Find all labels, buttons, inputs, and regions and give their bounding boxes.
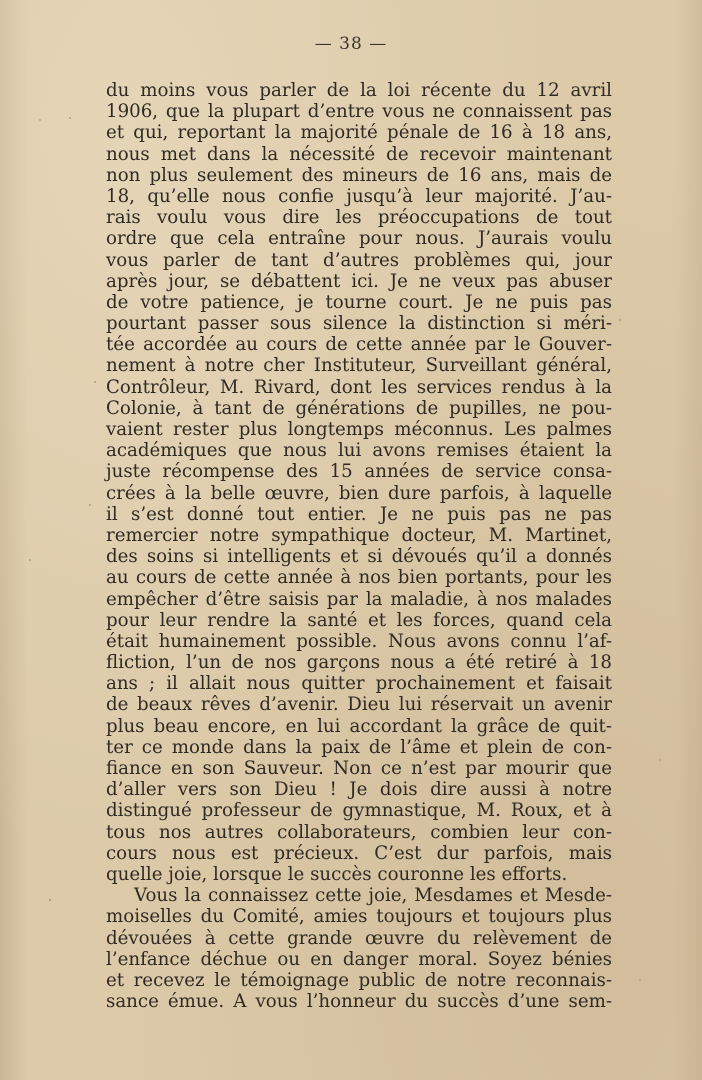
paragraph-end-line: quelle joie, lorsque le succès couronne les efforts. xyxy=(106,863,568,885)
text-line: ans ; il allait nous quitter prochainement et faisait xyxy=(106,673,612,695)
text-line: 1906, que la plupart d’entre vous ne connaissent pas xyxy=(106,101,612,123)
paragraph-start-line: Vous la connaissez cette joie, Mesdames et Mesde- xyxy=(134,885,612,907)
text-line: il s’est donné tout entier. Je ne puis pas ne pas xyxy=(106,503,612,525)
text-line: vous parler de tant d’autres problèmes qui, jour xyxy=(106,249,612,271)
text-line: moiselles du Comité, amies toujours et toujours plus xyxy=(106,906,612,928)
text-line: fliction, l’un de nos garçons nous a été retiré à 18 xyxy=(106,652,612,674)
text-line: ter ce monde dans la paix de l’âme et plein de con- xyxy=(106,736,612,758)
text-line: Contrôleur, M. Rivard, dont les services rendus à la xyxy=(106,376,612,398)
text-line: nous met dans la nécessité de recevoir maintenant xyxy=(106,143,612,165)
text-line: non plus seulement des mineurs de 16 ans, mais de xyxy=(106,164,612,186)
page-number: — 38 — xyxy=(314,34,388,54)
text-line: ordre que cela entraîne pour nous. J’aurais voulu xyxy=(106,228,612,250)
text-line: du moins vous parler de la loi récente du 12 avril xyxy=(106,80,612,101)
text-line: Colonie, à tant de générations de pupilles, ne pou- xyxy=(106,397,612,419)
text-line: d’aller vers son Dieu ! Je dois dire aussi à notre xyxy=(106,779,612,801)
text-line: tous nos autres collaborateurs, combien leur con- xyxy=(106,821,612,843)
text-line: distingué professeur de gymnastique, M. Roux, et à xyxy=(106,800,612,822)
text-line: l’enfance déchue ou en danger moral. Soyez bénies xyxy=(106,948,612,970)
text-line: dévouées à cette grande œuvre du relèvement de xyxy=(106,927,612,949)
text-line: 18, qu’elle nous confie jusqu’à leur majorité. J’au- xyxy=(106,185,612,207)
text-line: après jour, se débattent ici. Je ne veux pas abuser xyxy=(106,270,612,292)
text-line: et qui, reportant la majorité pénale de 16 à 18 ans, xyxy=(106,122,612,144)
text-line: plus beau encore, en lui accordant la grâce de quit- xyxy=(106,715,612,737)
text-line: académiques que nous lui avons remises étaient la xyxy=(106,440,612,462)
text-line: remercier notre sympathique docteur, M. Martinet, xyxy=(106,524,612,546)
text-line: de beaux rêves d’avenir. Dieu lui réservait un avenir xyxy=(106,694,612,716)
text-line: tée accordée au cours de cette année par le Gouver- xyxy=(106,334,612,356)
text-line: des soins si intelligents et si dévoués qu’il a donnés xyxy=(106,546,612,568)
text-line: sance émue. A vous l’honneur du succès d’une sem- xyxy=(106,991,612,1013)
text-line: crées à la belle œuvre, bien dure parfois, à laquelle xyxy=(106,482,612,504)
text-line: cours nous est précieux. C’est dur parfois, mais xyxy=(106,842,612,864)
text-line: était humainement possible. Nous avons connu l’af- xyxy=(106,630,612,652)
text-line: juste récompense des 15 années de service consa- xyxy=(106,461,612,483)
text-line: vaient rester plus longtemps méconnus. Les palmes xyxy=(106,419,612,440)
text-line: fiance en son Sauveur. Non ce n’est par mourir que xyxy=(106,758,612,779)
text-line: et recevez le témoignage public de notre reconnais- xyxy=(106,969,612,991)
text-line: nement à notre cher Instituteur, Surveillant général, xyxy=(106,355,612,377)
text-line: rais voulu vous dire les préoccupations de tout xyxy=(106,207,612,229)
body-text xyxy=(106,80,612,1012)
text-line: pourtant passer sous silence la distinction si méri- xyxy=(106,313,612,335)
text-line: au cours de cette année à nos bien portants, pour les xyxy=(106,567,612,589)
text-line: pour leur rendre la santé et les forces, quand cela xyxy=(106,609,612,631)
text-line: empêcher d’être saisis par la maladie, à nos malades xyxy=(106,588,612,610)
text-line: de votre patience, je tourne court. Je ne puis pas xyxy=(106,291,612,313)
